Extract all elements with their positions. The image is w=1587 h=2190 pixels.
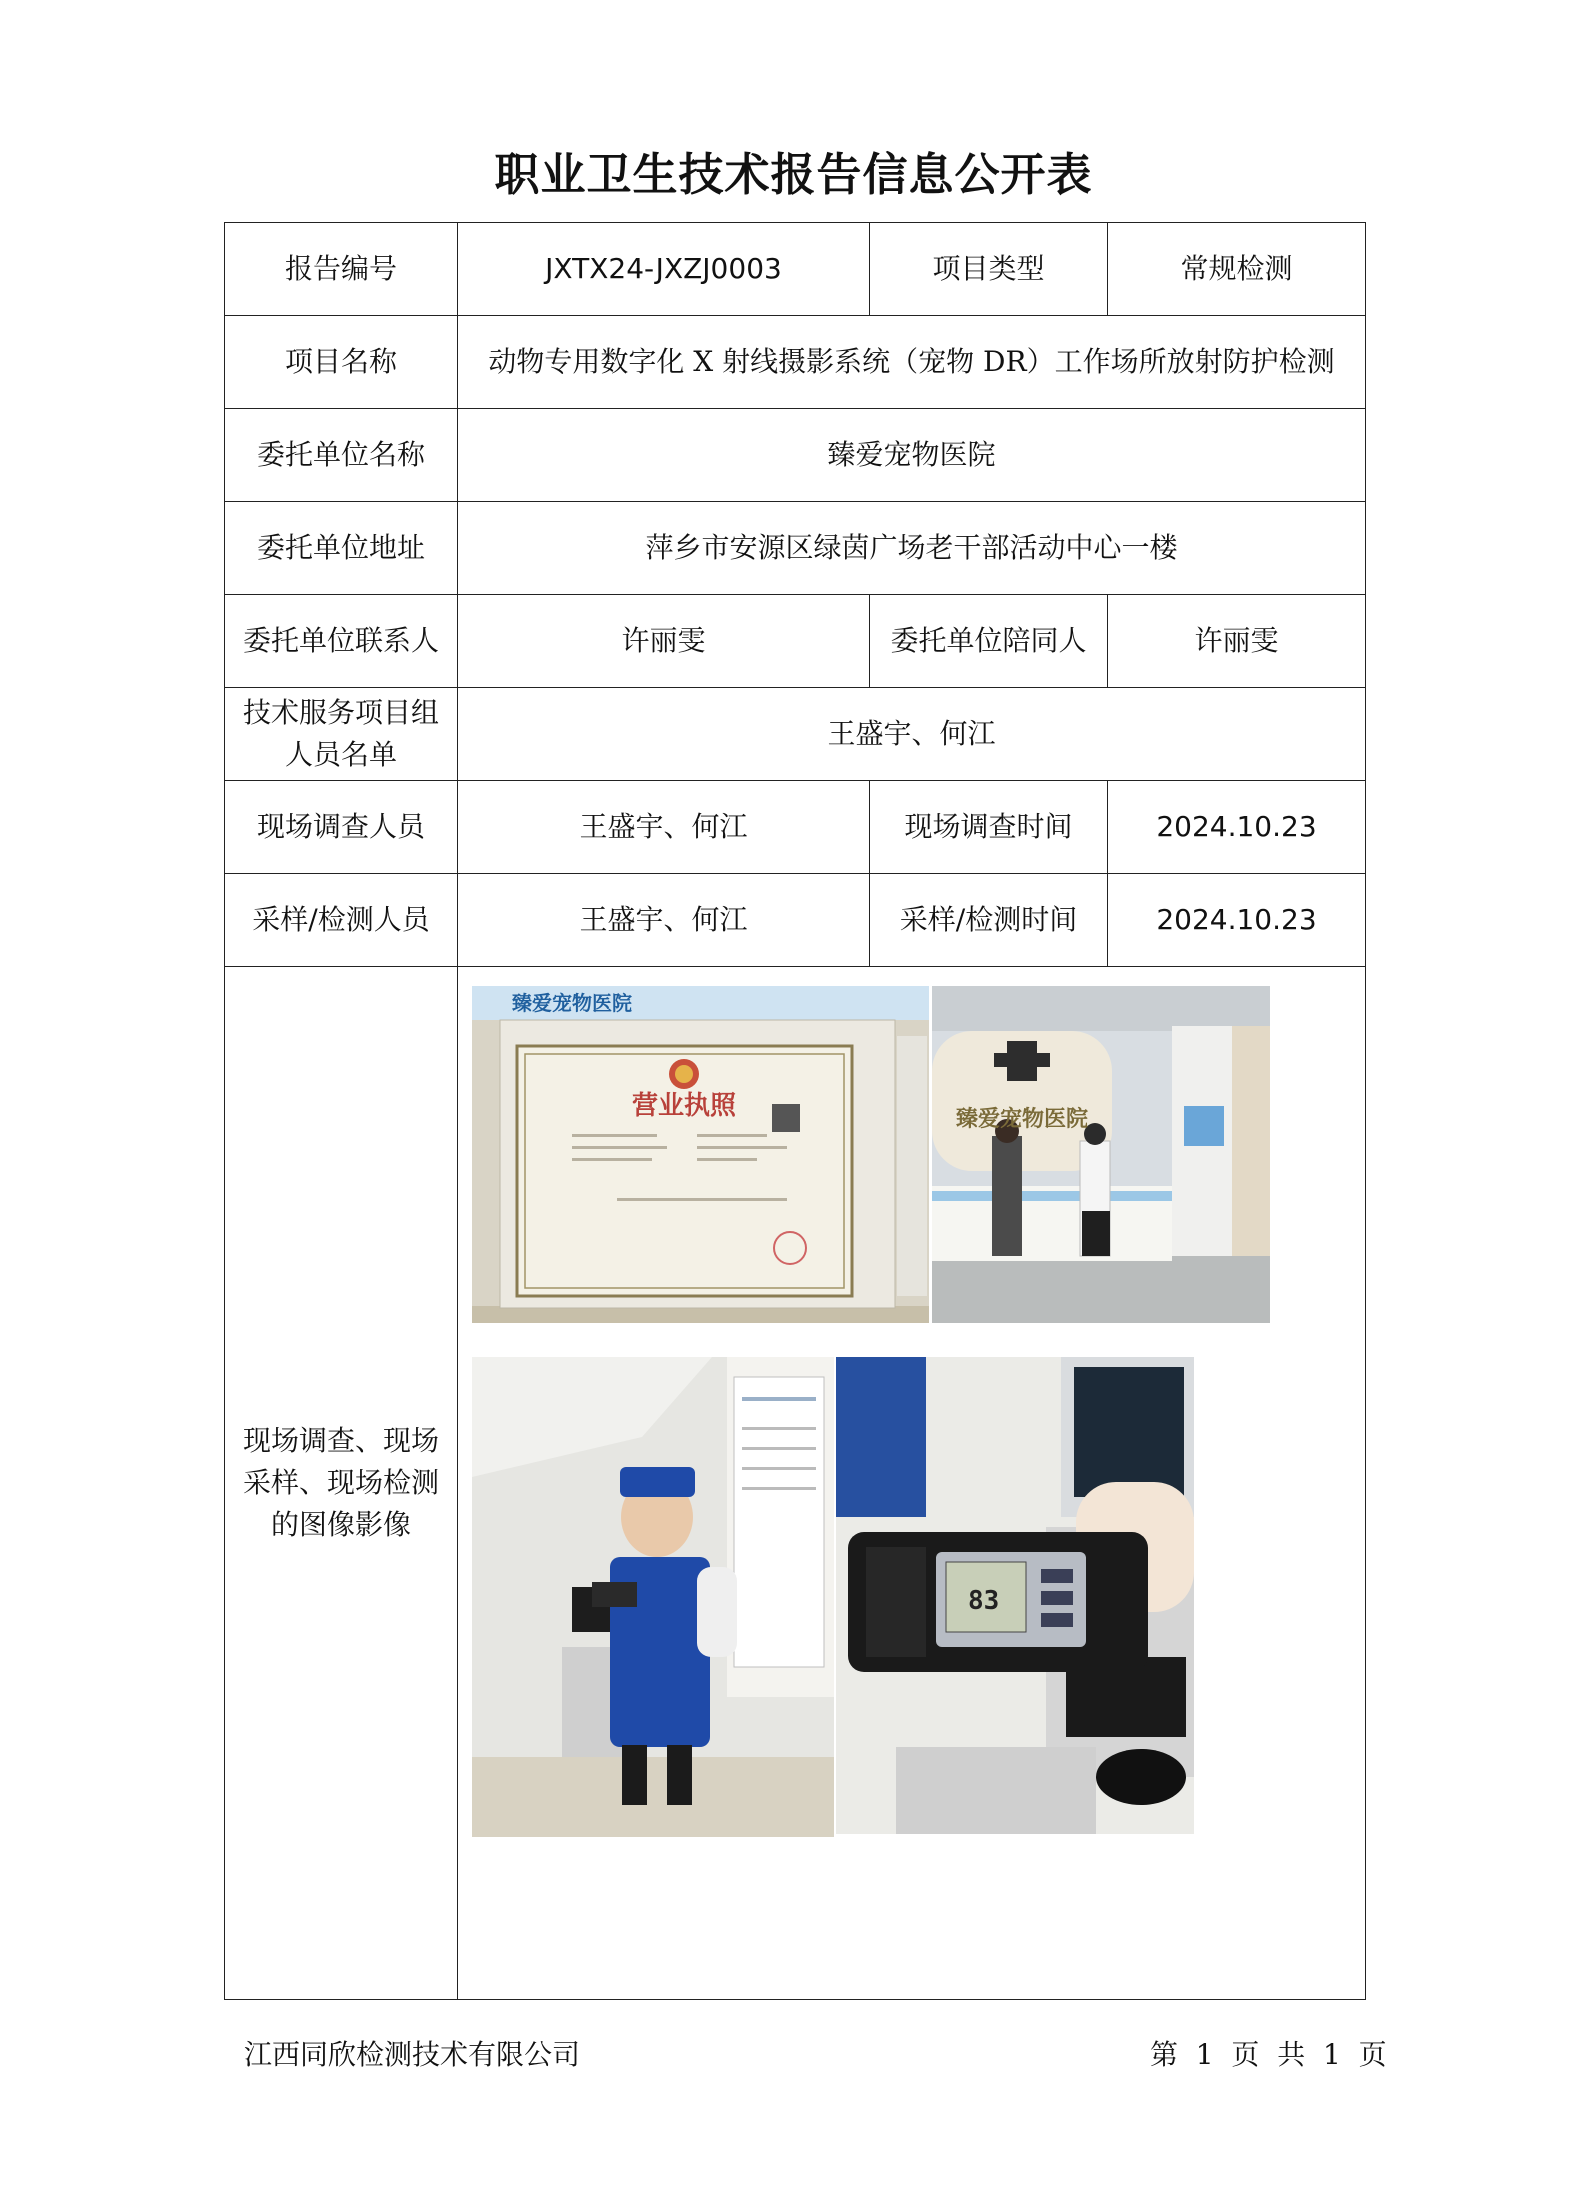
project-type-value: 常规检测 [1108,223,1366,316]
row-images [225,967,1366,2000]
project-type-label: 项目类型 [870,223,1108,316]
footer-page-number: 第 1 页 共 1 页 [1150,2038,1387,2071]
contact-value: 许丽雯 [458,595,870,688]
row-client-address [225,502,1366,595]
photo-radiation-meter [836,1357,1194,1834]
sampling-time-value: 2024.10.23 [1108,874,1366,967]
escort-label: 委托单位陪同人 [870,595,1108,688]
report-no-value: JXTX24-JXZJ0003 [458,223,870,316]
images-cell [458,967,1366,2000]
license-illustration [472,986,929,1323]
escort-value: 许丽雯 [1108,595,1366,688]
project-name-label: 项目名称 [225,316,458,409]
images-label-line-3: 的图像影像 [270,1508,411,1541]
photo-protective-apron [472,1357,834,1837]
report-no-label: 报告编号 [225,223,458,316]
contact-label: 委托单位联系人 [225,595,458,688]
client-name-value: 臻爱宠物医院 [458,409,1366,502]
footer-company: 江西同欣检测技术有限公司 [244,2038,581,2071]
images-label-line-2: 采样、现场检测 [242,1466,439,1499]
survey-people-label: 现场调查人员 [225,781,458,874]
apron-illustration [472,1357,834,1837]
survey-people-value: 王盛宇、何江 [458,781,870,874]
team-label-line-2: 人员名单 [284,738,397,771]
client-address-value: 萍乡市安源区绿茵广场老干部活动中心一楼 [458,502,1366,595]
row-report-no [225,223,1366,316]
meter-reading-text: 83 [968,1586,1000,1616]
license-title-text: 营业执照 [631,1091,737,1121]
survey-time-value: 2024.10.23 [1108,781,1366,874]
info-table [224,222,1366,2000]
row-client-name [225,409,1366,502]
row-project-name [225,316,1366,409]
row-sampling [225,874,1366,967]
client-name-label: 委托单位名称 [225,409,458,502]
sampling-time-label: 采样/检测时间 [870,874,1108,967]
photo-reception [932,986,1270,1323]
sampling-people-value: 王盛宇、何江 [458,874,870,967]
row-survey [225,781,1366,874]
team-value: 王盛宇、何江 [458,688,1366,781]
sampling-people-label: 采样/检测人员 [225,874,458,967]
row-contact [225,595,1366,688]
reception-sign-text: 臻爱宠物医院 [955,1107,1089,1132]
team-label [225,688,458,781]
project-name-value: 动物专用数字化 X 射线摄影系统（宠物 DR）工作场所放射防护检测 [458,316,1366,409]
license-sign-text: 臻爱宠物医院 [512,991,632,1015]
client-address-label: 委托单位地址 [225,502,458,595]
survey-time-label: 现场调查时间 [870,781,1108,874]
row-team [225,688,1366,781]
images-label-line-1: 现场调查、现场 [242,1424,439,1457]
reception-illustration [932,986,1270,1323]
images-label [225,967,458,2000]
photo-business-license [472,986,929,1323]
page-title: 职业卫生技术报告信息公开表 [494,148,1093,201]
team-label-line-1: 技术服务项目组 [242,696,439,729]
meter-illustration [836,1357,1194,1834]
